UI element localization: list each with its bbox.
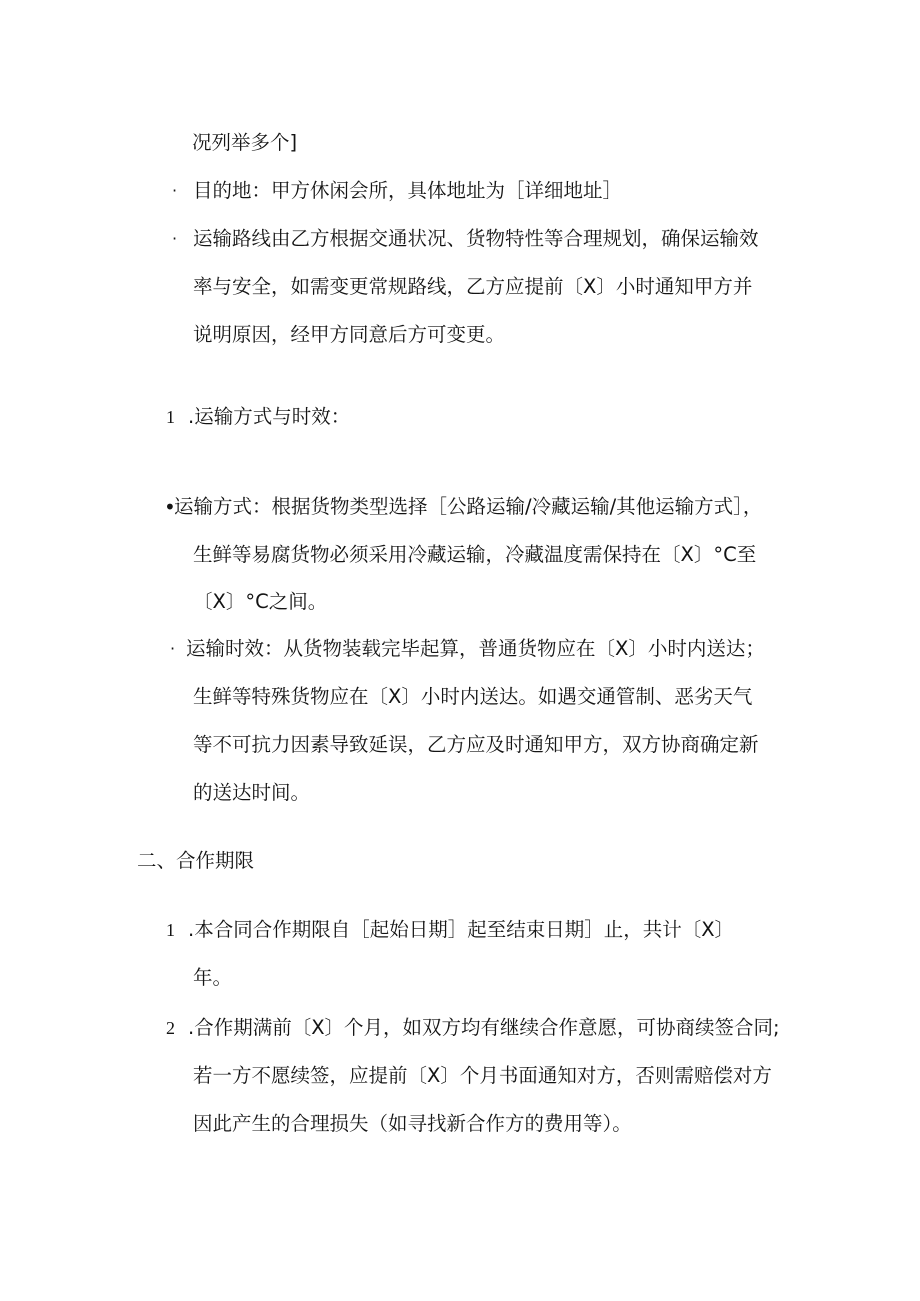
- list-dot-marker: ·: [172, 229, 178, 248]
- list-number-marker: 2: [166, 1018, 175, 1038]
- transport-time-text: 运输时效：从货物装载完毕起算，普通货物应在〔X〕小时内送达；: [186, 637, 765, 660]
- route-text: 说明原因，经甲方同意后方可变更。: [193, 323, 506, 346]
- list-number-marker: 1: [166, 407, 175, 427]
- renewal-text: 因此产生的合理损失（如寻找新合作方的费用等）。: [193, 1112, 632, 1135]
- list-number-marker: 1: [166, 920, 175, 940]
- transport-method-text: 〔X〕°C之间。: [193, 590, 328, 613]
- term-text: 年。: [193, 966, 233, 989]
- list-dot-marker: ·: [170, 639, 176, 658]
- route-text: 率与安全，如需变更常规路线，乙方应提前〔X〕小时通知甲方并: [193, 275, 753, 298]
- term-text: .本合同合作期限自［起始日期］起至结束日期］止，共计〔X〕: [188, 918, 735, 941]
- list-bullet-marker: •: [164, 495, 176, 519]
- text-line: 况列举多个]: [192, 131, 298, 154]
- route-text: 运输路线由乙方根据交通状况、货物特性等合理规划，确保运输效: [193, 227, 759, 250]
- transport-method-text: 生鲜等易腐货物必须采用冷藏运输，冷藏温度需保持在〔X〕°C至: [193, 543, 757, 566]
- list-dot-marker: ·: [172, 181, 178, 200]
- transport-time-text: 的送达时间。: [193, 781, 311, 804]
- section-heading: .运输方式与时效：: [188, 405, 351, 428]
- transport-time-text: 等不可抗力因素导致延误，乙方应及时通知甲方，双方协商确定新: [193, 733, 759, 756]
- transport-time-text: 生鲜等特殊货物应在〔X〕小时内送达。如遇交通管制、恶劣天气: [193, 685, 753, 708]
- destination-text: 目的地：甲方休闲会所，具体地址为［详细地址］: [193, 179, 623, 202]
- transport-method-text: 运输方式：根据货物类型选择［公路运输/冷藏运输/其他运输方式］，: [174, 495, 763, 518]
- chapter-heading: 二、合作期限: [137, 849, 255, 872]
- renewal-text: .合作期满前〔X〕个月，如双方均有继续合作意愿，可协商续签合同;: [188, 1016, 780, 1039]
- renewal-text: 若一方不愿续签，应提前〔X〕个月书面通知对方，否则需赔偿对方: [193, 1064, 772, 1087]
